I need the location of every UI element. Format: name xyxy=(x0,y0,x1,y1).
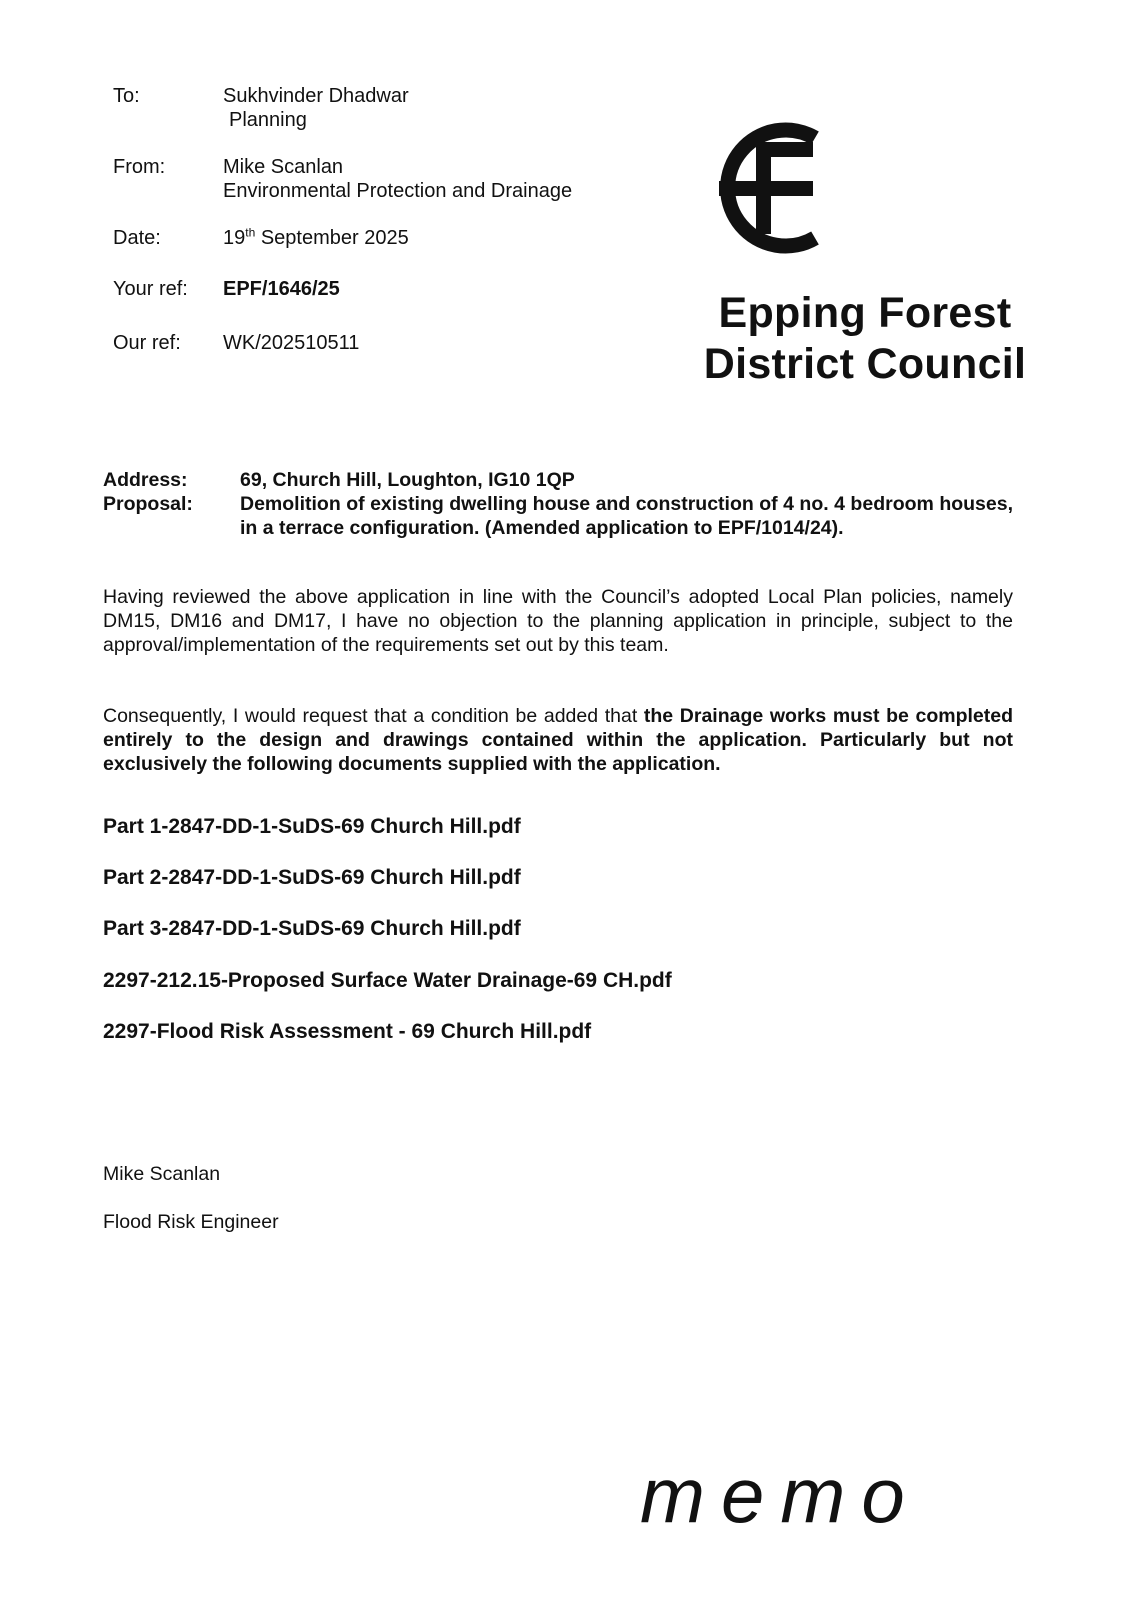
document-item: 2297-Flood Risk Assessment - 69 Church Hill.pdf xyxy=(103,1020,592,1043)
from-dept: Environmental Protection and Drainage xyxy=(223,180,573,202)
condition-intro: Consequently, I would request that a condition be added that xyxy=(103,705,644,727)
date-rest: September 2025 xyxy=(255,227,409,249)
date-value xyxy=(223,226,409,250)
proposal-label: Proposal: xyxy=(103,493,193,515)
your-ref-value: EPF/1646/25 xyxy=(223,278,340,300)
to-dept: Planning xyxy=(229,109,307,131)
paragraph-review: Having reviewed the above application in line with the Council’s adopted Local Plan policies, namely DM15, DM16 and DM17, I have no objection to the planning application in principle, subject to the approval/implementation of the requirements set out by this team. xyxy=(103,586,1013,656)
to-name: Sukhvinder Dhadwar xyxy=(223,85,409,107)
condition-bold: the Drainage works must be completed entirely to the design and drawings contained within the application. Particularly but not exclusively the following documents supplied with the application. xyxy=(103,705,1014,775)
date-label: Date: xyxy=(113,227,161,249)
our-ref-label: Our ref: xyxy=(113,332,181,354)
council-name-line1: Epping Forest xyxy=(718,289,1012,337)
from-label: From: xyxy=(113,156,166,178)
document-item: 2297-212.15-Proposed Surface Water Drainage-69 CH.pdf xyxy=(103,969,672,992)
document-item: Part 3-2847-DD-1-SuDS-69 Church Hill.pdf xyxy=(103,917,521,940)
our-ref-value: WK/202510511 xyxy=(223,332,360,354)
document-item: Part 2-2847-DD-1-SuDS-69 Church Hill.pdf xyxy=(103,866,521,889)
signature-title: Flood Risk Engineer xyxy=(103,1211,279,1233)
council-name xyxy=(690,288,1040,390)
proposal-row xyxy=(103,492,1013,540)
address-label: Address: xyxy=(103,469,188,491)
date-day: 19 xyxy=(223,227,246,249)
application-details xyxy=(103,468,1013,540)
address-value: 69, Church Hill, Loughton, IG10 1QP xyxy=(240,469,575,491)
efdc-logo-icon xyxy=(717,120,835,256)
memo-footer: memo xyxy=(640,1451,921,1539)
to-label: To: xyxy=(113,85,140,107)
council-name-line2: District Council xyxy=(703,340,1027,388)
your-ref-label: Your ref: xyxy=(113,278,188,300)
address-row xyxy=(103,468,1013,492)
proposal-value: Demolition of existing dwelling house and construction of 4 no. 4 bedroom houses, in a terrace configuration. (Amended application to EPF/1014/24). xyxy=(240,493,1013,539)
signature-name: Mike Scanlan xyxy=(103,1163,221,1185)
date-suffix: th xyxy=(245,225,256,240)
paragraph-condition xyxy=(103,704,1013,776)
from-name: Mike Scanlan xyxy=(223,156,344,178)
document-item: Part 1-2847-DD-1-SuDS-69 Church Hill.pdf xyxy=(103,815,521,838)
